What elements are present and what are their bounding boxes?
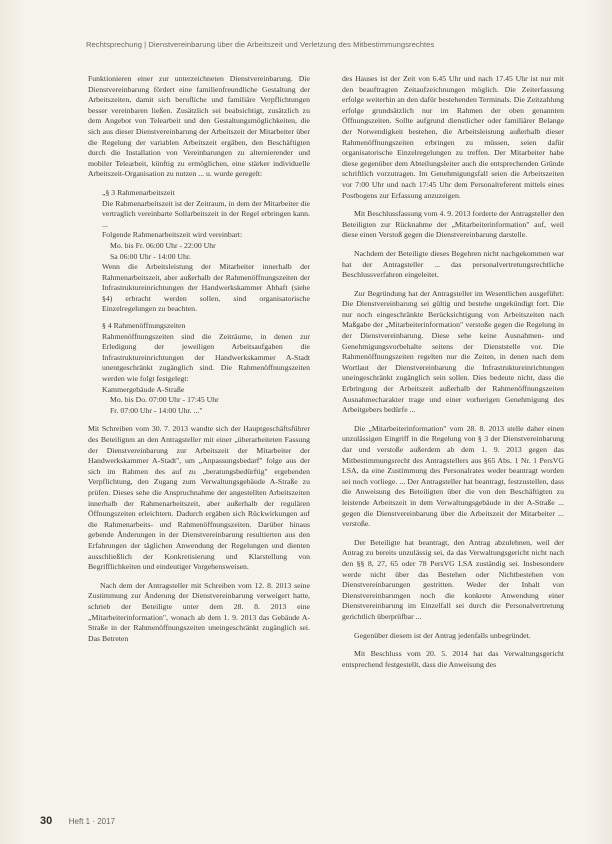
section-label: Kammergebäude A-Straße	[102, 384, 185, 394]
paragraph: Gegenüber diesem ist der Antrag jedenfalls unbegründet.	[354, 630, 531, 640]
paragraph: Mit Beschlussfassung vom 4. 9. 2013 forderte der Antragsteller den Beteiligten zur Rücknahme der „Mitarbeiterinformation" auf, weil diese einen Verstoß gegen die Dienstvereinbarung darstelle.	[342, 209, 564, 240]
section-text: Die Rahmenarbeitszeit ist der Zeitraum, in dem der Mitarbeiter die vertraglich vereinbarte Sollarbeitszeit in der Regel erbringen kann. ...	[102, 198, 310, 229]
page-number: 30	[40, 815, 53, 827]
paragraph: Die „Mitarbeiterinformation" vom 28. 8. 2013 stelle daher einen unzulässigen Eingriff in die Regelung von § 3 der Dienstvereinbarung dar und verstoße außerdem ab dem 1. 9. 2013 gegen das Mitbestimmungsrecht des Antragstellers aus §65 Abs. 1 Nr. 1 PersVG LSA, da eine Zustimmung des Personalrates weder beantragt worden sei noch vorliege. ... Der Antragsteller hat beantragt, festzustellen, dass die Anweisung des Beteiligten über die von den Beschäftigten zu leistende Arbeitszeit in dem Verwaltungsgebäude in der A-Straße ... gegen die Dienstvereinbarung über die Arbeitszeit der Mitarbeiter ... verstoße.	[342, 423, 564, 529]
section-text: Wenn die Arbeitsleistung der Mitarbeiter innerhalb der Rahmenarbeitszeit, aber außerhalb der Rahmenöffnungszeiten der Infrastruktureinrichtungen der Handwerkskammer Abhaft (siehe §4) erbracht werden sollen, sind organisatorische Einzelregelungen zu beachten.	[102, 262, 310, 314]
time-range: Sa 06:00 Uhr - 14:00 Uhr.	[110, 251, 191, 261]
page-footer	[40, 815, 340, 827]
paragraph: Mit Beschluss vom 20. 5. 2014 hat das Verwaltungsgericht entsprechend festgestellt, dass die Anweisung des	[342, 649, 564, 669]
running-header: Rechtsprechung | Dienstvereinbarung über die Arbeitszeit und Verletzung des Mitbestimmungsrechtes	[86, 40, 435, 49]
section-title: § 4 Rahmenöffnungszeiten	[102, 321, 186, 331]
paragraph: des Hauses ist der Zeit von 6.45 Uhr und nach 17.45 Uhr ist nur mit den beauftragten Zeitaufzeichnungen möglich. Die Zeiterfassung erfolge weiterhin an den dafür bestehenden Terminals. Die Zeitzahlung erfolge grundsätzlich nur im Rahmen der oben genannten Öffnungszeiten. Sollte aufgrund dienstlicher oder familiärer Belange der Notwendigkeit bestehen, die Arbeitsleistung außerhalb dieser Rahmenöffnungszeiten erbringen zu müssen, seien dafür organisatorische Einzelregelungen zu treffen. Der Mitarbeiter habe diese gegenüber dem Abteilungsleiter auch die entsprechenden Gründe schriftlich vorzutragen. Im Genehmigungsfall seien die Arbeitszeiten vor 7:00 Uhr und nach 17:45 Uhr dem Personalreferent mittels eines Postbogens zur Erfassung anzuzeigen.	[342, 74, 564, 200]
quoted-regulation	[98, 188, 310, 416]
section-label: Folgende Rahmenarbeitszeit wird vereinbart:	[102, 230, 243, 240]
time-range: Mo. bis Fr. 06:00 Uhr - 22:00 Uhr	[110, 240, 216, 250]
time-range: Mo. bis Do. 07:00 Uhr - 17:45 Uhr	[110, 395, 219, 405]
right-column	[342, 74, 564, 678]
paragraph: Mit Schreiben vom 30. 7. 2013 wandte sich der Hauptgeschäftsführer des Beteiligten an den Antragsteller mit einer „überarbeiteten Fassung der Dienstvereinbarung zur Arbeitszeit der Mitarbeiter der Handwerkskammer A-Stadt", um „Anpassungsbedarf" folge aus der sich im Rahmen des auf zu „beratungsbedürftig" ergebenden Verpflichtung, den Zugang zum Verwaltungsgebäude A-Straße zu prüfen. Dieses sehe die Anspruchnahme der angestellten Arbeitszeiten innerhalb der Rahmenarbeitszeit, aber außerhalb der regulären Öffnungszeiten erleichtern. Dadurch ergäben sich Rückwirkungen auf die Rahmenarbeits- und Rahmenöffnungszeiten. Darüber hinaus gebende Änderungen in der Dienstvereinbarung resultierten aus den Erfahrungen der täglichen Anwendung der Regelungen und dienten ausschließlich der Konkretisierung und Klarstellung von Begrifflichkeiten und eindeutiger Vorgehensweisen.	[88, 424, 310, 572]
section-text: Rahmenöffnungszeiten sind die Zeiträume, in denen zur Erledigung der jeweiligen Arbeitsaufgaben die Infrastruktureinrichtungen der Handwerkskammer A-Stadt unentgeschränkt zugänglich sind. Die Rahmenöffnungszeiten werden wie folgt festgelegt:	[102, 331, 310, 384]
time-range: Fr. 07:00 Uhr - 14:00 Uhr. ..."	[110, 405, 203, 415]
issue-label: Heft 1 · 2017	[68, 817, 116, 826]
paragraph: Der Beteiligte hat beantragt, den Antrag abzulehnen, weil der Antrag zu bereits unzulässig sei, da das Verwaltungsgericht nicht nach den §§ 8, 27, 65 oder 78 PersVG LSA zuständig sei. Insbesondere werde nicht über das Bestehen oder Nichtbestehen von Dienstvereinbarungen gestritten. Weder der Inhalt von Dienstvereinbarungen noch die konkrete Anwendung einer Dienstvereinbarung im Einzelfall sei durch die Personalvertretung gerichtlich überprüfbar ...	[342, 537, 564, 621]
section-title: „§ 3 Rahmenarbeitszeit	[102, 187, 175, 197]
paragraph: Zur Begründung hat der Antragsteller im Wesentlichen ausgeführt: Die Dienstvereinbarung sei gültig und bestehe ungekündigt fort. Die nur noch eingeschränkte Berücksichtigung von Arbeitszeiten nach Maßgabe der „Mitarbeiterinformation" verstoße gegen die Regelung in der Dienstvereinbarung. Diese sehe keine Ausnahmen- und Genehmigungsvorbehalte seitens der Dienststelle vor. Die Rahmenöffnungszeiten regelten nur die Zeiten, in denen nach dem Wortlaut der Dienstvereinbarung die Infrastruktureinrichtungen uneingeschränkt zugänglich sein sollen. Dies bedeute nicht, dass die Erbringung der Arbeitszeit außerhalb der Rahmenöffnungszeiten Ausnahmecharakter trage und einer vorherigen Genehmigung des Arbeitgebers bedürfe ...	[342, 288, 564, 415]
paragraph: Funktionieren einer zur unterzeichneten Dienstvereinbarung. Die Dienstvereinbarung fördert eine familienfreundliche Gestaltung der Arbeitszeiten, damit sich berufliche und familiäre Verpflichtungen besser vereinbaren ließen. Zusätzlich sei beabsichtigt, zusätzlich zu dem Angebot von Telearbeit und den Gestaltungsmöglichkeiten, die sich aus dieser Dienstvereinbarung der Arbeitszeit der Mitarbeiter über die Regelung der variablen Arbeitszeit ergäben, den Beschäftigten durch die Installation von Vereinbarungen zu alternierender und mobiler Telearbeit, künftig zu ermöglichen, eine stärker individuelle Arbeitszeit-Organisation zu nutzen ... u. wurde geregelt:	[88, 74, 310, 179]
paragraph: Nach dem der Antragsteller mit Schreiben vom 12. 8. 2013 seine Zustimmung zur Änderung der Dienstvereinbarung verweigert hatte, schrieb der Beteiligte unter dem 28. 8. 2013 eine „Mitarbeiterinformation", wonach ab dem 1. 9. 2013 das Gebäude A-Straße in der Rahmenöffnungszeiten uneingeschränkt zugänglich sei. Das Betreten	[88, 580, 310, 643]
left-column	[88, 74, 310, 652]
paragraph: Nachdem der Beteiligte dieses Begehren nicht nachgekommen war hat der Antragsteller ... das personalvertretungsrechtliche Beschlussverfahren eingeleitet.	[342, 248, 564, 280]
